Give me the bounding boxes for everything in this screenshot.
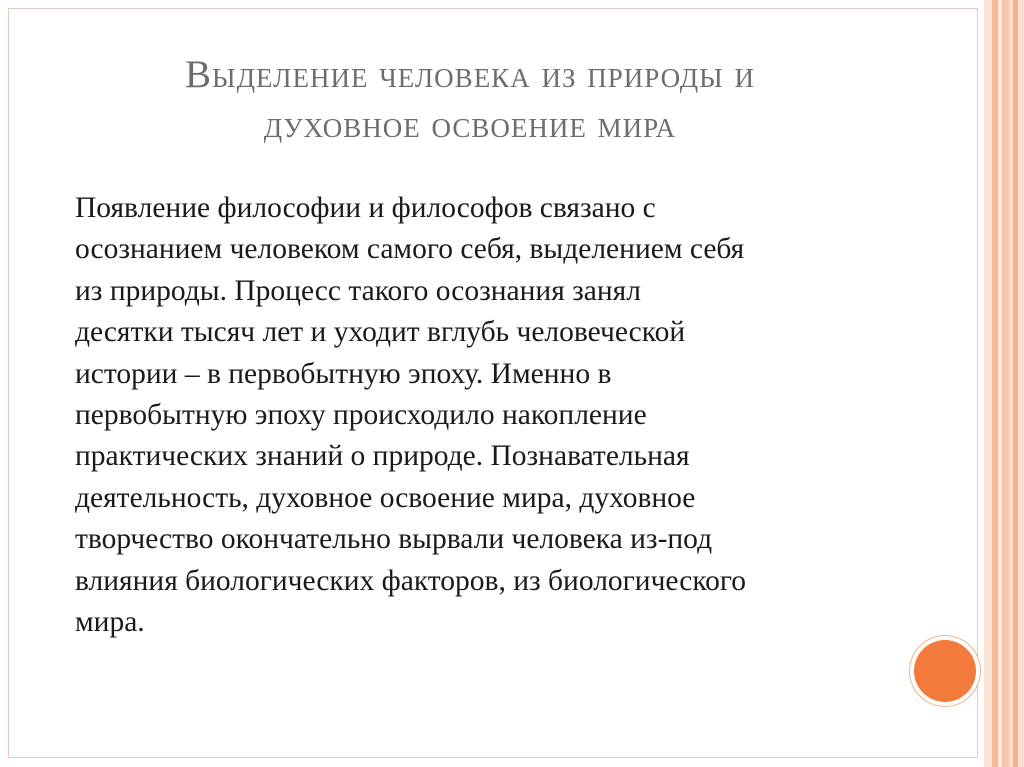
slide-body-text [75,188,970,643]
decor-stripe [1018,0,1024,767]
body-line: истории – в первобытную эпоху. Именно в [75,357,612,390]
body-line: влияния биологических факторов, из биологического [75,564,747,597]
slide-title [40,50,900,150]
accent-circle-icon [914,640,976,702]
body-line: десятки тысяч лет и уходит вглубь человеческой [75,316,686,349]
body-line: деятельность, духовное освоение мира, духовное [75,481,696,514]
slide-title-line: духовное освоение мира [263,103,677,146]
body-line: из природы. Процесс такого осознания занял [75,274,641,307]
slide-title-line: Выделение человека из природы и [185,53,755,96]
body-line: осознанием человеком самого себя, выделением себя [75,233,745,266]
decor-stripe [984,0,992,767]
body-line: первобытную эпоху происходило накопление [75,399,647,432]
body-line: мира. [75,606,145,639]
decor-stripe [1002,0,1009,767]
body-line: творчество окончательно вырвали человека из-под [75,523,713,556]
body-line: практических знаний о природе. Познавательная [75,440,690,473]
body-line: Появление философии и философов связано с [75,192,656,224]
